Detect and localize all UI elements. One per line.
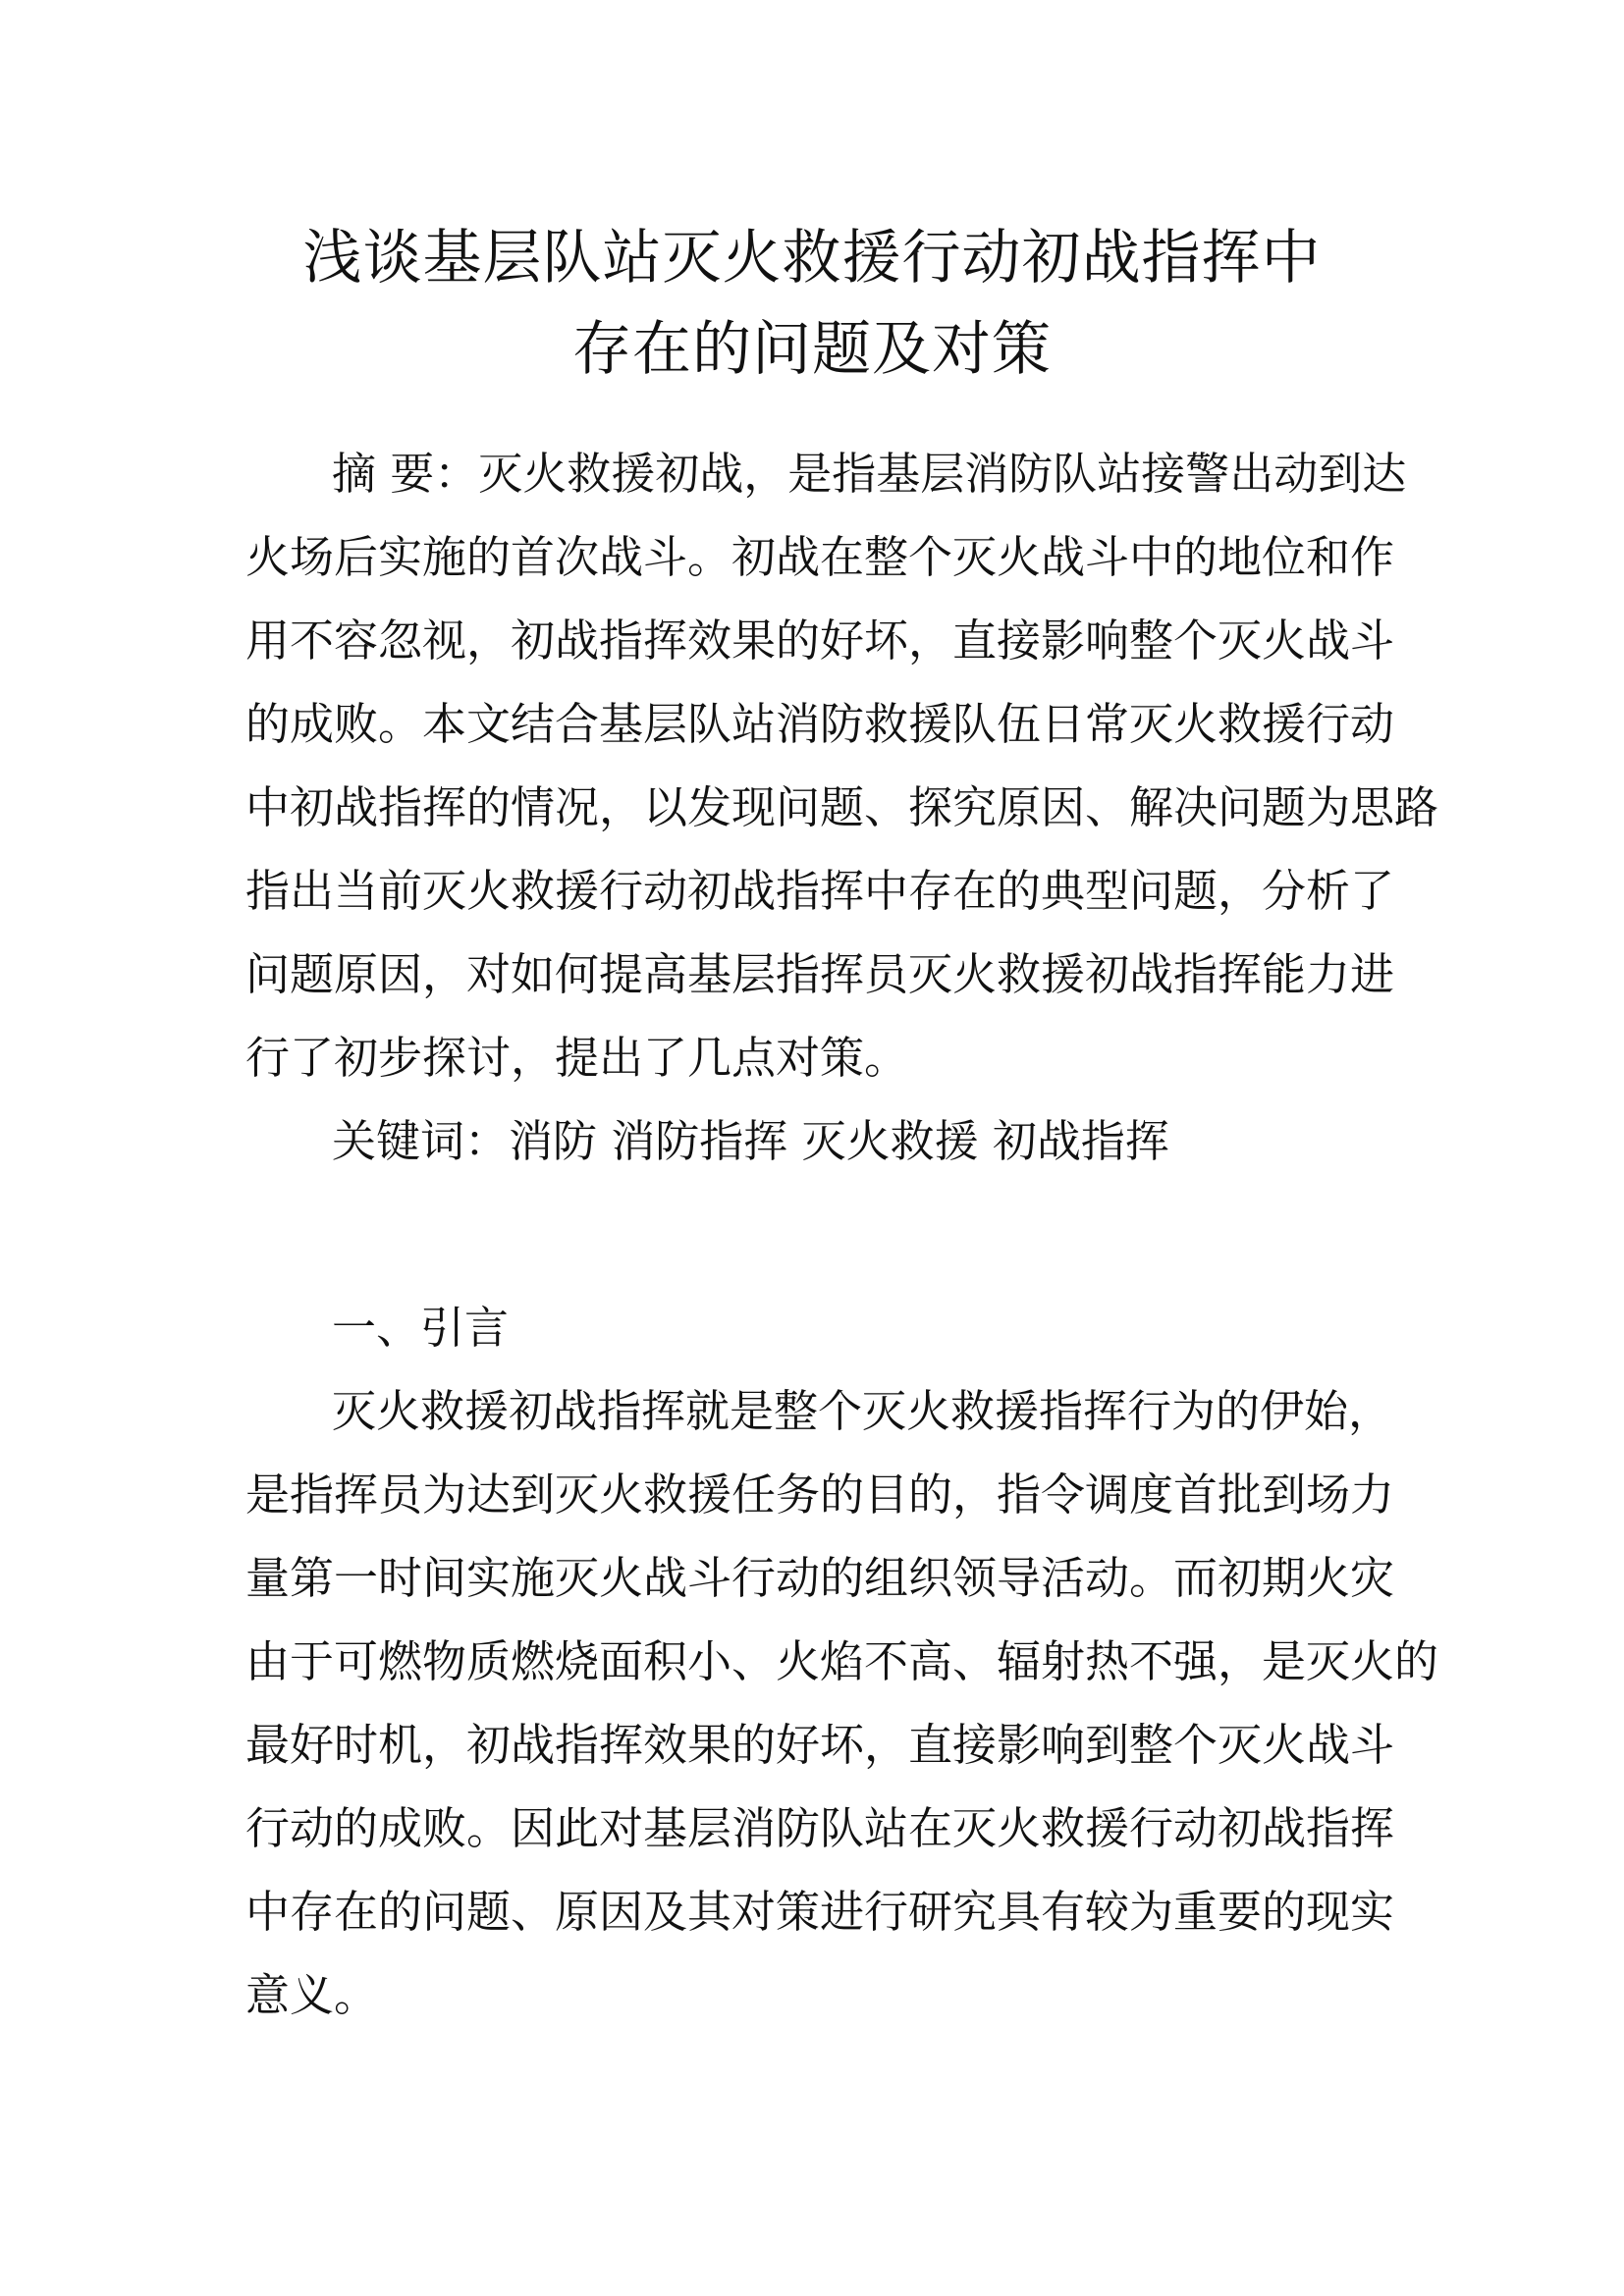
abstract-line: 摘 要：灭火救援初战，是指基层消防队站接警出动到达 (332, 448, 1407, 500)
abstract-line: 行了初步探讨，提出了几点对策。 (245, 1032, 909, 1084)
abstract-line: 火场后实施的首次战斗。初战在整个灭火战斗中的地位和作 (245, 531, 1395, 583)
intro-line: 由于可燃物质燃烧面积小、火焰不高、辐射热不强，是灭火的 (245, 1635, 1439, 1687)
abstract-line: 指出当前灭火救援行动初战指挥中存在的典型问题，分析了 (245, 865, 1395, 917)
abstract-line: 中初战指挥的情况，以发现问题、探究原因、解决问题为思路 (245, 781, 1439, 833)
title-line-2: 存在的问题及对策 (572, 315, 1052, 384)
section-heading: 一、引言 (332, 1302, 510, 1354)
intro-line: 意义。 (245, 1969, 379, 2021)
abstract-line: 用不容忽视，初战指挥效果的好坏，直接影响整个灭火战斗 (245, 614, 1395, 667)
title-line-1: 浅谈基层队站灭火救援行动初战指挥中 (302, 224, 1322, 293)
abstract-line: 的成败。本文结合基层队站消防救援队伍日常灭火救援行动 (245, 698, 1395, 750)
intro-line: 最好时机，初战指挥效果的好坏，直接影响到整个灭火战斗 (245, 1719, 1395, 1771)
intro-line: 中存在的问题、原因及其对策进行研究具有较为重要的现实 (245, 1886, 1395, 1938)
keywords-line: 关键词：消防 消防指挥 灭火救援 初战指挥 (332, 1115, 1169, 1167)
intro-line: 是指挥员为达到灭火救援任务的目的，指令调度首批到场力 (245, 1468, 1395, 1521)
intro-line: 灭火救援初战指挥就是整个灭火救援指挥行为的伊始， (332, 1385, 1393, 1437)
intro-line: 行动的成败。因此对基层消防队站在灭火救援行动初战指挥 (245, 1802, 1395, 1854)
intro-line: 量第一时间实施灭火战斗行动的组织领导活动。而初期火灾 (245, 1552, 1395, 1604)
abstract-line: 问题原因，对如何提高基层指挥员灭火救援初战指挥能力进 (245, 948, 1395, 1000)
